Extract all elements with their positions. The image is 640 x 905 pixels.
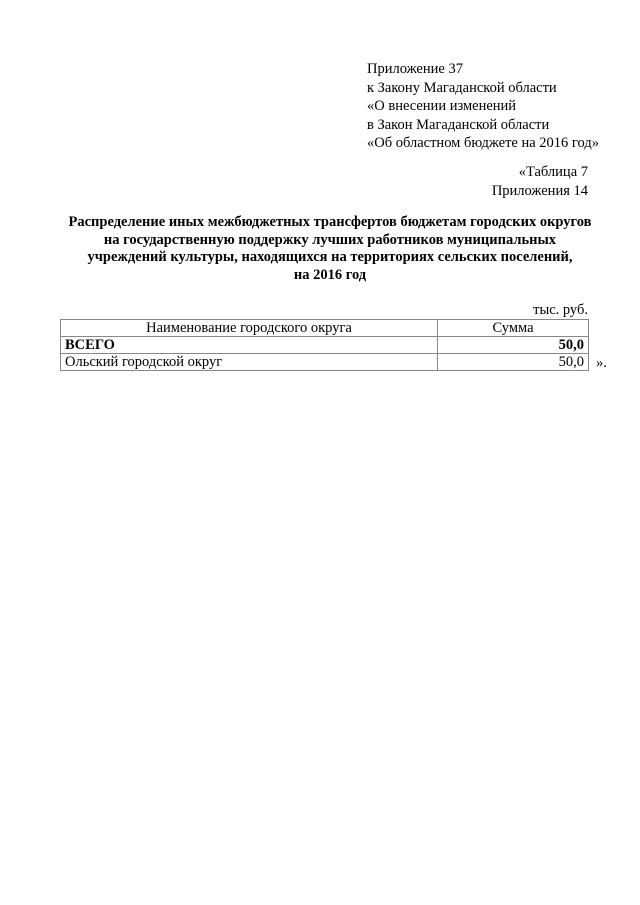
row-sum: 50,0: [438, 354, 589, 371]
table-reference: [492, 163, 588, 200]
column-header-sum: Сумма: [438, 320, 589, 337]
table-row-total: [61, 337, 589, 354]
table-header-row: [61, 320, 589, 337]
table-row: [61, 354, 589, 371]
appendix-header: [367, 60, 599, 153]
table-ref-line: Приложения 14: [491, 182, 588, 199]
row-name: ВСЕГО: [61, 337, 438, 354]
column-header-name: Наименование городского округа: [61, 320, 438, 337]
title-line: на 2016 год: [293, 266, 367, 283]
title-line: Распределение иных межбюджетных трансфертов бюджетам городских округов: [68, 214, 592, 230]
header-line: «Об областном бюджете на 2016 год»: [367, 135, 599, 151]
row-sum: 50,0: [438, 337, 589, 354]
distribution-table: [60, 319, 589, 371]
table-ref-line: «Таблица 7: [518, 164, 588, 180]
title-line: на государственную поддержку лучших работников муниципальных: [103, 231, 557, 248]
header-line: к Закону Магаданской области: [367, 79, 557, 96]
header-line: Приложение 37: [367, 61, 463, 77]
header-line: в Закон Магаданской области: [367, 116, 550, 133]
document-title: [40, 214, 620, 284]
header-line: «О внесении изменений: [367, 98, 517, 114]
row-name: Ольский городской округ: [61, 354, 438, 371]
units-label: тыс. руб.: [533, 302, 588, 318]
title-line: учреждений культуры, находящихся на территориях сельских поселений,: [87, 249, 573, 265]
closing-quote: ».: [596, 355, 607, 371]
